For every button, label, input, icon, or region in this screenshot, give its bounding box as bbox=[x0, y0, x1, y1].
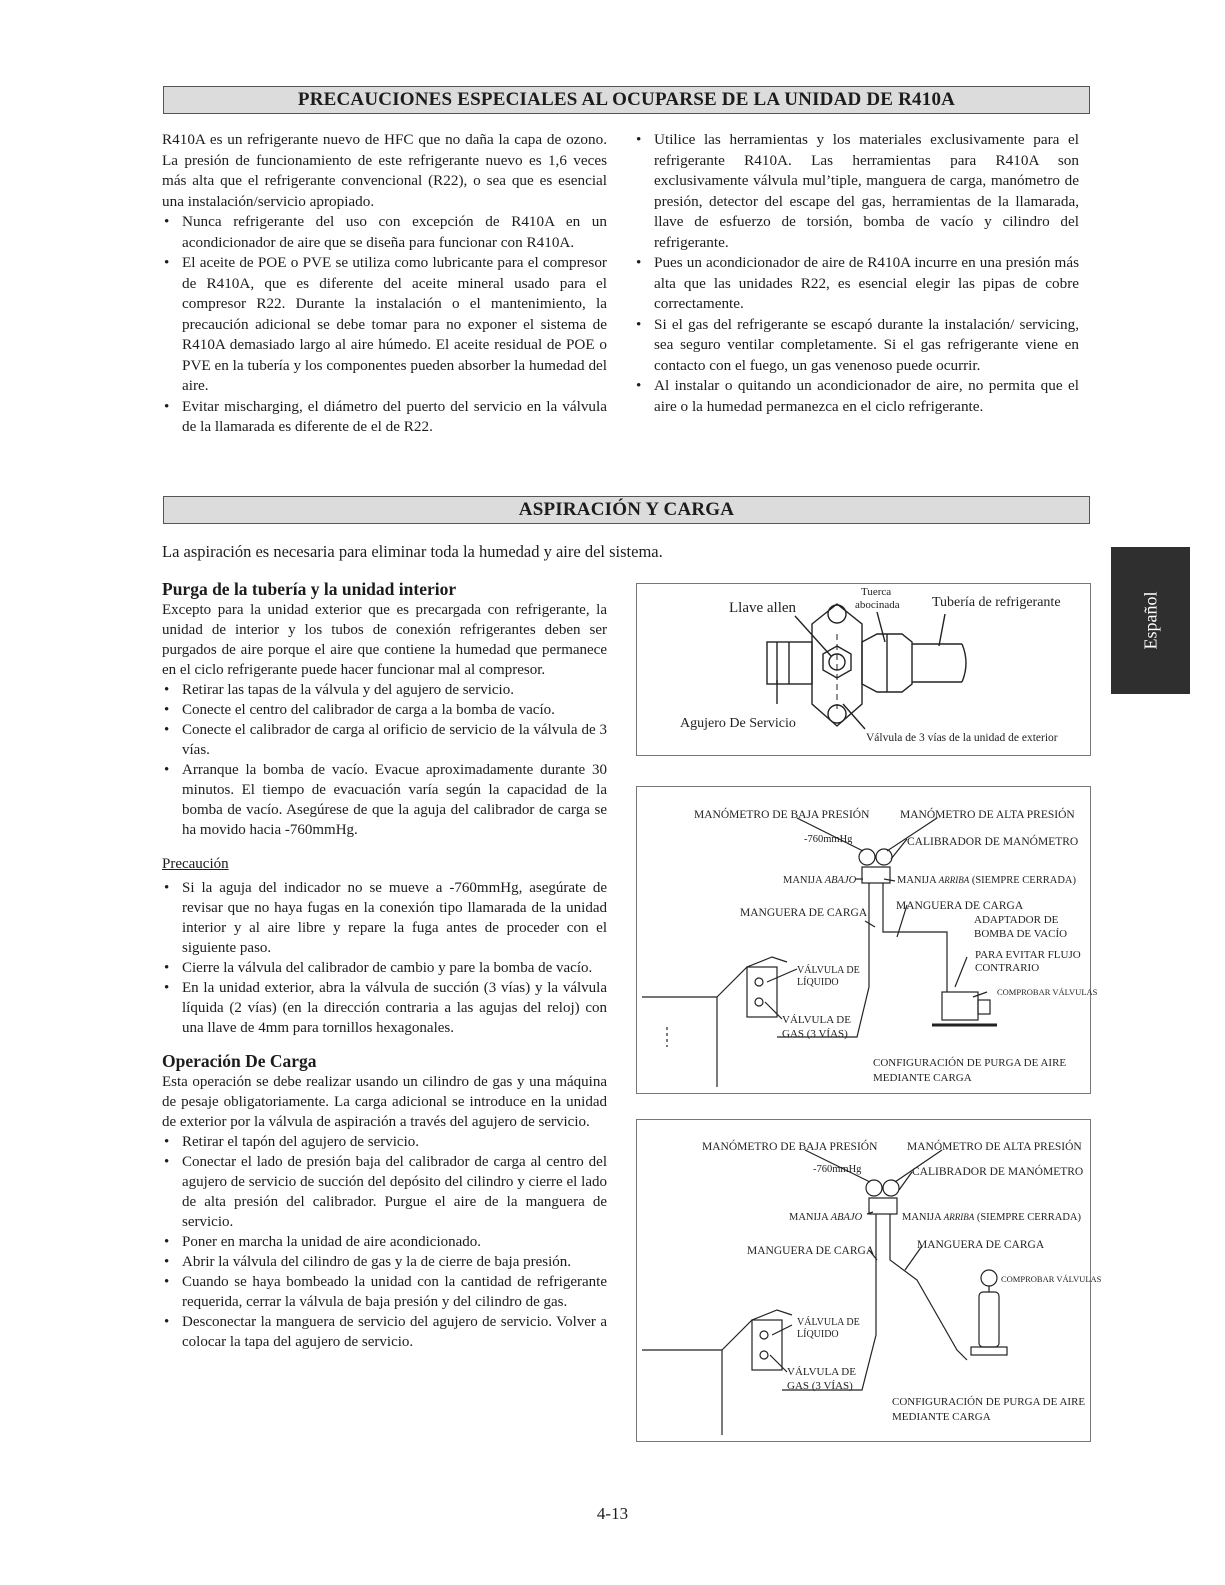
fig2-manija-arriba: MANIJA ARRIBA (SIEMPRE CERRADA) bbox=[897, 875, 1076, 886]
fig2-manguera-carga-left: MANGUERA DE CARGA bbox=[740, 907, 868, 919]
list-item: • Cuando se haya bombeado la unidad con la cantidad de refrigerante requerida, cerrar la válvula de baja presión y del cilindro de gas. bbox=[162, 1272, 607, 1312]
r410a-intro: R410A es un refrigerante nuevo de HFC que no daña la capa de ozono. La presión de funcionamiento de este refrigerante nuevo es 1,6 veces más alta que el refrigerante convencional (R22), o sea que es esencial una instalación/servicio apropiado. bbox=[162, 131, 607, 210]
list-item: • Pues un acondicionador de aire de R410A incurre en una presión más alta que las unidades R22, es esencial elegir las pipas de cobre correctamente. bbox=[634, 253, 1079, 315]
list-item: • Arranque la bomba de vacío. Evacue aproximadamente durante 30 minutos. El tiempo de evacuación varía según la capacidad de la bomba de vacío. Asegúrese de que la aguja del calibrador de carga se ha movido hacia -760mmHg. bbox=[162, 760, 607, 840]
fig3-valv-gas-1: VÁLVULA DE bbox=[787, 1366, 856, 1378]
caution-list bbox=[162, 878, 607, 1038]
fig2-valv-liq-1: VÁLVULA DE bbox=[797, 965, 860, 976]
precautions-right-column bbox=[634, 130, 1079, 417]
list-item: • Utilice las herramientas y los materiales exclusivamente para el refrigerante R410A. Las herramientas para R410A son exclusivamente válvula mul’tiple, manguera de carga, manómetro de presión, detector del escape del gas, herramientas de la llamarada, llave de esfuerzo de torsión, bomba de vacío y cilindro del refrigerante. bbox=[634, 130, 1079, 253]
fig2-manija-abajo: MANIJA ABAJO bbox=[783, 875, 857, 886]
fig3-alta: MANÓMETRO DE ALTA PRESIÓN bbox=[907, 1141, 1082, 1153]
purge-title: Purga de la tubería y la unidad interior bbox=[162, 579, 457, 599]
fig1-tuberia: Tubería de refrigerante bbox=[932, 595, 1061, 610]
figure-charge-setup bbox=[636, 1119, 1102, 1442]
fig2-alta: MANÓMETRO DE ALTA PRESIÓN bbox=[900, 809, 1075, 821]
fig2-valv-liq-2: LÍQUIDO bbox=[797, 977, 839, 988]
section-header-precautions: PRECAUCIONES ESPECIALES AL OCUPARSE DE LA UNIDAD DE R410A bbox=[163, 86, 1090, 114]
list-item: • El aceite de POE o PVE se utiliza como lubricante para el compresor de R410A, que es diferente del aceite mineral usado para el compresor R22. Durante la instalación o el mantenimiento, la precaución adicional se debe tomar para no exponer el sistema de R410A demasiado largo al aire húmedo. El aceite residual de POE o PVE en la tubería y los componentes pueden absorber la humedad del aire. bbox=[162, 253, 607, 397]
fig2-valv-gas-2: GAS (3 VÍAS) bbox=[782, 1028, 848, 1040]
list-item: • Evitar mischarging, el diámetro del puerto del servicio en la válvula de la llamarada es diferente de el de R22. bbox=[162, 397, 607, 438]
fig3-manguera-carga-right: MANGUERA DE CARGA bbox=[917, 1239, 1045, 1251]
precautions-right-list bbox=[634, 130, 1079, 417]
fig3-caption-1: CONFIGURACIÓN DE PURGA DE AIRE bbox=[892, 1396, 1086, 1408]
list-item: • Abrir la válvula del cilindro de gas y la de cierre de baja presión. bbox=[162, 1252, 607, 1272]
fig1-tuerca: Tuerca bbox=[861, 586, 892, 598]
fig2-comprobar: COMPROBAR VÁLVULAS bbox=[997, 987, 1098, 997]
fig1-agujero: Agujero De Servicio bbox=[680, 716, 796, 731]
fig2-vac: -760mmHg bbox=[804, 834, 853, 845]
fig2-caption-1: CONFIGURACIÓN DE PURGA DE AIRE bbox=[873, 1057, 1067, 1069]
fig2-valv-gas-1: VÁLVULA DE bbox=[782, 1014, 851, 1026]
list-item: • Conecte el calibrador de carga al orificio de servicio de la válvula de 3 vías. bbox=[162, 720, 607, 760]
fig3-manija-arriba: MANIJA ARRIBA (SIEMPRE CERRADA) bbox=[902, 1212, 1081, 1223]
fig1-abocinada: abocinada bbox=[855, 599, 900, 611]
fig2-evitar-1: PARA EVITAR FLUJO bbox=[975, 949, 1081, 961]
figure-three-way-valve bbox=[636, 583, 1091, 756]
section-header-vacuum: ASPIRACIÓN Y CARGA bbox=[163, 496, 1090, 524]
list-item: • Conecte el centro del calibrador de carga a la bomba de vacío. bbox=[162, 700, 607, 720]
charge-title: Operación De Carga bbox=[162, 1051, 317, 1071]
caution-label: Precaución bbox=[162, 856, 229, 872]
fig1-llave-allen: Llave allen bbox=[729, 600, 797, 616]
vacuum-left-column bbox=[162, 578, 607, 1352]
charge-text: Esta operación se debe realizar usando un cilindro de gas y una máquina de pesaje obligatoriamente. La carga adicional se introduce en la unidad de exterior por la válvula de aspiración a través del agujero de servicio. bbox=[162, 1074, 607, 1130]
charge-steps bbox=[162, 1132, 607, 1352]
list-item: • Retirar el tapón del agujero de servicio. bbox=[162, 1132, 607, 1152]
fig2-calibrador: CALIBRADOR DE MANÓMETRO bbox=[907, 836, 1079, 848]
fig2-evitar-2: CONTRARIO bbox=[975, 962, 1040, 974]
list-item: • Cierre la válvula del calibrador de cambio y pare la bomba de vacío. bbox=[162, 958, 607, 978]
purge-steps bbox=[162, 680, 607, 840]
list-item: • Conectar el lado de presión baja del calibrador de carga al centro del agujero de servicio de succión del depósito del cilindro y cierre el lado de alta presión del calibrador. Purgue el aire de la manguera de servicio. bbox=[162, 1152, 607, 1232]
list-item: • Si el gas del refrigerante se escapó durante la instalación/ servicing, sea seguro ventilar completamente. Si el gas refrigerante viene en contacto con el fuego, un gas venenoso puede ocurrir. bbox=[634, 315, 1079, 377]
list-item: • Retirar las tapas de la válvula y del agujero de servicio. bbox=[162, 680, 607, 700]
page-number: 4-13 bbox=[596, 1504, 629, 1523]
fig1-valvula: Válvula de 3 vías de la unidad de exterior bbox=[866, 732, 1058, 744]
fig3-baja: MANÓMETRO DE BAJA PRESIÓN bbox=[702, 1141, 878, 1153]
list-item: • Si la aguja del indicador no se mueve a -760mmHg, asegúrate de revisar que no haya fugas en la conexión tipo llamarada de la unidad interior y al aire libre y repare la fuga antes de proceder con el siguiente paso. bbox=[162, 878, 607, 958]
fig2-adaptador-2: BOMBA DE VACÍO bbox=[974, 928, 1068, 940]
fig2-manguera-carga-right: MANGUERA DE CARGA bbox=[896, 900, 1024, 912]
fig3-vac: -760mmHg bbox=[813, 1164, 862, 1175]
precautions-left-column bbox=[162, 130, 607, 438]
fig3-manguera-carga-left: MANGUERA DE CARGA bbox=[747, 1245, 875, 1257]
list-item: • En la unidad exterior, abra la válvula de succión (3 vías) y la válvula líquida (2 vías) (en la dirección contraria a las agujas del reloj) con una llave de 4mm para tornillos hexagonales. bbox=[162, 978, 607, 1038]
fig3-valv-liq-2: LÍQUIDO bbox=[797, 1329, 839, 1340]
precautions-left-list bbox=[162, 212, 607, 438]
list-item: • Nunca refrigerante del uso con excepción de R410A en un acondicionador de aire que se diseña para funcionar con R410A. bbox=[162, 212, 607, 253]
fig3-manija-abajo: MANIJA ABAJO bbox=[789, 1212, 863, 1223]
list-item: • Al instalar o quitando un acondicionador de aire, no permita que el aire o la humedad permanezca en el ciclo refrigerante. bbox=[634, 376, 1079, 417]
fig3-valv-liq-1: VÁLVULA DE bbox=[797, 1317, 860, 1328]
vacuum-intro: La aspiración es necesaria para eliminar toda la humedad y aire del sistema. bbox=[162, 542, 663, 561]
fig3-caption-2: MEDIANTE CARGA bbox=[892, 1411, 991, 1423]
language-tab-label: Español bbox=[1140, 591, 1160, 650]
fig3-valv-gas-2: GAS (3 VÍAS) bbox=[787, 1380, 853, 1392]
list-item: • Poner en marcha la unidad de aire acondicionado. bbox=[162, 1232, 607, 1252]
language-tab bbox=[1111, 547, 1190, 694]
list-item: • Desconectar la manguera de servicio del agujero de servicio. Volver a colocar la tapa del agujero de servicio. bbox=[162, 1312, 607, 1352]
fig2-baja: MANÓMETRO DE BAJA PRESIÓN bbox=[694, 809, 870, 821]
fig2-caption-2: MEDIANTE CARGA bbox=[873, 1072, 972, 1084]
fig2-adaptador-1: ADAPTADOR DE bbox=[974, 914, 1059, 926]
figure-purge-setup bbox=[636, 786, 1098, 1094]
purge-text: Excepto para la unidad exterior que es precargada con refrigerante, la unidad de interior y los tubos de conexión refrigerantes deben ser purgados de aire porque el aire que contiene la humedad que permanece en el ciclo refrigerante puede hacer funcionar mal al compresor. bbox=[162, 602, 607, 678]
fig3-calibrador: CALIBRADOR DE MANÓMETRO bbox=[912, 1166, 1084, 1178]
fig3-comprobar: COMPROBAR VÁLVULAS bbox=[1001, 1274, 1102, 1284]
